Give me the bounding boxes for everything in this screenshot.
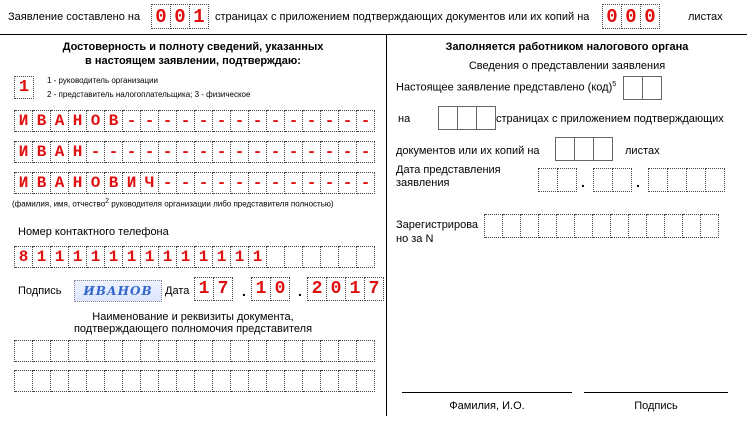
char-cell[interactable]: - [213, 110, 231, 132]
char-cell[interactable]: 1 [105, 246, 123, 268]
char-cell[interactable]: - [303, 141, 321, 163]
na-label: на [398, 113, 411, 125]
char-cell[interactable] [539, 168, 558, 192]
char-cell[interactable] [668, 168, 687, 192]
header-middle: страницах с приложением подтверждающих документов или их копий на [215, 11, 590, 23]
submission-date-label-2: заявления [396, 177, 450, 189]
char-cell[interactable] [177, 340, 195, 362]
char-cell[interactable] [624, 76, 643, 100]
right-subtitle: Сведения о представлении заявления [468, 60, 666, 72]
char-cell[interactable]: - [339, 172, 357, 194]
char-cell[interactable]: - [267, 172, 285, 194]
signer-hint-1: 1 - руководитель организации [47, 76, 158, 85]
char-cell[interactable]: - [177, 110, 195, 132]
char-cell[interactable] [503, 214, 521, 238]
char-cell[interactable]: 1 [33, 246, 51, 268]
char-cell[interactable] [665, 214, 683, 238]
doc-title-line1: Наименование и реквизиты документа, [92, 311, 294, 323]
char-cell[interactable]: 7 [214, 277, 233, 301]
char-cell[interactable]: 1 [190, 4, 209, 29]
doc-title-line2: подтверждающего полномочия представителя [73, 323, 313, 335]
date-year-field[interactable] [307, 277, 384, 301]
submission-date-label-1: Дата представления [396, 164, 501, 176]
char-cell[interactable] [643, 76, 662, 100]
char-cell[interactable] [357, 340, 375, 362]
char-cell[interactable]: 1 [252, 277, 271, 301]
char-cell[interactable] [285, 340, 303, 362]
date-separator: . [298, 283, 302, 299]
fio-signature-line [402, 392, 572, 393]
char-cell[interactable]: - [177, 141, 195, 163]
header-prefix: Заявление составлено на [8, 11, 141, 23]
char-cell[interactable] [321, 340, 339, 362]
sign-caption: Подпись [634, 400, 678, 412]
char-cell[interactable] [33, 370, 51, 392]
char-cell[interactable] [339, 246, 357, 268]
char-cell[interactable]: 1 [159, 246, 177, 268]
char-cell[interactable] [249, 370, 267, 392]
char-cell[interactable]: - [195, 141, 213, 163]
char-cell[interactable]: Н [69, 141, 87, 163]
char-cell[interactable]: - [321, 172, 339, 194]
char-cell[interactable]: 0 [603, 4, 622, 29]
char-cell[interactable] [439, 106, 458, 130]
patronymic-field[interactable] [14, 172, 375, 194]
reg-label-1: Зарегистрирова [396, 219, 479, 231]
char-cell[interactable]: В [33, 110, 51, 132]
char-cell[interactable]: Ч [141, 172, 159, 194]
char-cell[interactable]: 1 [69, 246, 87, 268]
char-cell[interactable] [123, 340, 141, 362]
char-cell[interactable] [159, 340, 177, 362]
char-cell[interactable]: - [213, 172, 231, 194]
reg-label-2: но за N [396, 233, 434, 245]
char-cell[interactable] [485, 214, 503, 238]
char-cell[interactable]: - [195, 172, 213, 194]
date-separator: . [242, 283, 246, 299]
date-label: Дата [165, 285, 190, 297]
char-cell[interactable]: 0 [327, 277, 346, 301]
char-cell[interactable]: А [51, 172, 69, 194]
char-cell[interactable]: - [141, 110, 159, 132]
char-cell[interactable] [105, 370, 123, 392]
char-cell[interactable]: О [87, 172, 105, 194]
header-divider [0, 34, 747, 35]
date-separator: . [581, 174, 585, 190]
char-cell[interactable]: 1 [231, 246, 249, 268]
right-title: Заполняется работником налогового органа [445, 41, 689, 53]
pages-label: страницах с приложением подтверждающих [496, 113, 724, 125]
submission-date-day[interactable] [538, 168, 577, 192]
column-divider [386, 34, 387, 416]
name-field[interactable] [14, 141, 375, 163]
header-suffix: листах [688, 11, 723, 23]
char-cell[interactable]: - [195, 110, 213, 132]
char-cell[interactable]: 1 [195, 246, 213, 268]
char-cell[interactable] [69, 370, 87, 392]
pages-count-field[interactable] [151, 4, 209, 29]
submission-date-month[interactable] [593, 168, 632, 192]
char-cell[interactable]: - [87, 141, 105, 163]
char-cell[interactable] [557, 214, 575, 238]
date-day-field[interactable] [194, 277, 233, 301]
char-cell[interactable] [285, 246, 303, 268]
char-cell[interactable] [303, 340, 321, 362]
fio-caption: Фамилия, И.О. [449, 400, 525, 412]
char-cell[interactable]: - [141, 141, 159, 163]
char-cell[interactable]: - [249, 141, 267, 163]
char-cell[interactable] [285, 370, 303, 392]
char-cell[interactable]: О [87, 110, 105, 132]
char-cell[interactable] [159, 370, 177, 392]
char-cell[interactable] [593, 214, 611, 238]
char-cell[interactable] [613, 168, 632, 192]
char-cell[interactable]: 1 [177, 246, 195, 268]
char-cell[interactable] [575, 214, 593, 238]
doc-field-row-2[interactable] [14, 370, 375, 392]
char-cell[interactable]: И [123, 172, 141, 194]
char-cell[interactable] [33, 340, 51, 362]
char-cell[interactable] [141, 370, 159, 392]
char-cell[interactable] [339, 370, 357, 392]
char-cell[interactable] [15, 370, 33, 392]
char-cell[interactable] [303, 246, 321, 268]
char-cell[interactable] [683, 214, 701, 238]
char-cell[interactable]: - [357, 141, 375, 163]
sign-signature-line [584, 392, 728, 393]
char-cell[interactable] [87, 370, 105, 392]
registration-number-field[interactable] [484, 214, 719, 238]
char-cell[interactable]: - [339, 110, 357, 132]
submitted-pages-field[interactable] [438, 106, 496, 130]
char-cell[interactable] [267, 370, 285, 392]
char-cell[interactable]: 8 [15, 246, 33, 268]
char-cell[interactable] [177, 370, 195, 392]
surname-field[interactable] [14, 110, 375, 132]
char-cell[interactable]: - [285, 141, 303, 163]
char-cell[interactable]: 0 [271, 277, 290, 301]
code-label: Настоящее заявление представлено (код)$^5$ [396, 81, 617, 94]
char-cell[interactable]: - [285, 110, 303, 132]
char-cell[interactable]: - [213, 141, 231, 163]
char-cell[interactable]: 1 [87, 246, 105, 268]
char-cell[interactable]: - [231, 141, 249, 163]
char-cell[interactable]: Н [69, 172, 87, 194]
char-cell[interactable]: - [303, 110, 321, 132]
date-separator: . [636, 174, 640, 190]
char-cell[interactable] [647, 214, 665, 238]
phone-label: Номер контактного телефона [18, 226, 169, 238]
char-cell[interactable] [213, 340, 231, 362]
char-cell[interactable] [594, 137, 613, 161]
char-cell[interactable] [629, 214, 647, 238]
char-cell[interactable]: - [249, 110, 267, 132]
char-cell[interactable]: 1 [123, 246, 141, 268]
char-cell[interactable]: В [33, 172, 51, 194]
char-cell[interactable] [556, 137, 575, 161]
char-cell[interactable]: 1 [141, 246, 159, 268]
char-cell[interactable]: - [357, 110, 375, 132]
char-cell[interactable]: - [285, 172, 303, 194]
char-cell[interactable] [701, 214, 719, 238]
signature-label: Подпись [18, 285, 62, 297]
phone-field[interactable] [14, 246, 375, 268]
submission-code-field[interactable] [623, 76, 662, 100]
char-cell[interactable]: И [15, 110, 33, 132]
char-cell[interactable]: - [339, 141, 357, 163]
sheets-label: листах [625, 145, 660, 157]
char-cell[interactable] [558, 168, 577, 192]
char-cell[interactable] [521, 214, 539, 238]
char-cell[interactable]: - [321, 141, 339, 163]
char-cell[interactable]: - [105, 141, 123, 163]
char-cell[interactable]: - [249, 172, 267, 194]
char-cell[interactable] [123, 370, 141, 392]
char-cell[interactable]: 0 [171, 4, 190, 29]
left-title-line1: Достоверность и полноту сведений, указанных [62, 41, 324, 53]
char-cell[interactable]: - [159, 110, 177, 132]
char-cell[interactable] [267, 340, 285, 362]
signature-value: ИВАНОВ [83, 284, 153, 298]
char-cell[interactable] [213, 370, 231, 392]
char-cell[interactable] [706, 168, 725, 192]
char-cell[interactable] [141, 340, 159, 362]
char-cell[interactable] [267, 246, 285, 268]
char-cell[interactable]: 1 [346, 277, 365, 301]
char-cell[interactable] [321, 246, 339, 268]
char-cell[interactable] [649, 168, 668, 192]
char-cell[interactable] [69, 340, 87, 362]
char-cell[interactable]: В [105, 172, 123, 194]
char-cell[interactable]: 0 [641, 4, 660, 29]
char-cell[interactable]: 0 [622, 4, 641, 29]
char-cell[interactable]: В [105, 110, 123, 132]
char-cell[interactable]: 1 [195, 277, 214, 301]
char-cell[interactable] [458, 106, 477, 130]
char-cell[interactable]: - [231, 172, 249, 194]
submission-date-year[interactable] [648, 168, 725, 192]
submitted-sheets-field[interactable] [555, 137, 613, 161]
char-cell[interactable] [51, 340, 69, 362]
char-cell[interactable] [87, 340, 105, 362]
char-cell[interactable]: 0 [152, 4, 171, 29]
char-cell[interactable] [231, 370, 249, 392]
char-cell[interactable] [321, 370, 339, 392]
char-cell[interactable] [249, 340, 267, 362]
char-cell[interactable]: - [159, 172, 177, 194]
char-cell[interactable]: - [159, 141, 177, 163]
char-cell[interactable] [687, 168, 706, 192]
signer-hint-2: 2 - представитель налогоплательщика; 3 - физическое [47, 90, 251, 99]
char-cell[interactable]: А [51, 110, 69, 132]
char-cell[interactable] [195, 370, 213, 392]
char-cell[interactable] [105, 340, 123, 362]
char-cell[interactable]: - [267, 141, 285, 163]
char-cell[interactable]: Н [69, 110, 87, 132]
char-cell[interactable] [477, 106, 496, 130]
char-cell[interactable] [594, 168, 613, 192]
char-cell[interactable] [339, 340, 357, 362]
char-cell[interactable]: В [33, 141, 51, 163]
signature-field[interactable] [74, 280, 162, 302]
char-cell[interactable]: - [267, 110, 285, 132]
char-cell[interactable]: - [303, 172, 321, 194]
char-cell[interactable]: И [15, 141, 33, 163]
sheets-count-field[interactable] [602, 4, 660, 29]
char-cell[interactable] [15, 340, 33, 362]
char-cell[interactable]: - [321, 110, 339, 132]
char-cell[interactable] [575, 137, 594, 161]
char-cell[interactable] [357, 246, 375, 268]
char-cell[interactable]: 1 [249, 246, 267, 268]
char-cell[interactable] [611, 214, 629, 238]
char-cell[interactable]: - [123, 110, 141, 132]
char-cell[interactable]: 2 [308, 277, 327, 301]
char-cell[interactable]: - [231, 110, 249, 132]
char-cell[interactable]: 1 [15, 76, 34, 99]
char-cell[interactable] [51, 370, 69, 392]
char-cell[interactable] [231, 340, 249, 362]
char-cell[interactable]: - [357, 172, 375, 194]
char-cell[interactable] [303, 370, 321, 392]
char-cell[interactable]: И [15, 172, 33, 194]
char-cell[interactable]: 1 [213, 246, 231, 268]
char-cell[interactable]: 7 [365, 277, 384, 301]
fio-note: (фамилия, имя, отчество$^2$ руководителя организации либо представителя полностью) [12, 198, 334, 209]
char-cell[interactable]: 1 [51, 246, 69, 268]
docs-label: документов или их копий на [396, 145, 540, 157]
char-cell[interactable]: - [123, 141, 141, 163]
date-month-field[interactable] [251, 277, 290, 301]
char-cell[interactable] [195, 340, 213, 362]
signer-code-field[interactable] [14, 76, 34, 99]
char-cell[interactable]: А [51, 141, 69, 163]
char-cell[interactable] [357, 370, 375, 392]
char-cell[interactable]: - [177, 172, 195, 194]
char-cell[interactable] [539, 214, 557, 238]
left-title-line2: в настоящем заявлении, подтверждаю: [85, 55, 301, 67]
doc-field-row-1[interactable] [14, 340, 375, 362]
